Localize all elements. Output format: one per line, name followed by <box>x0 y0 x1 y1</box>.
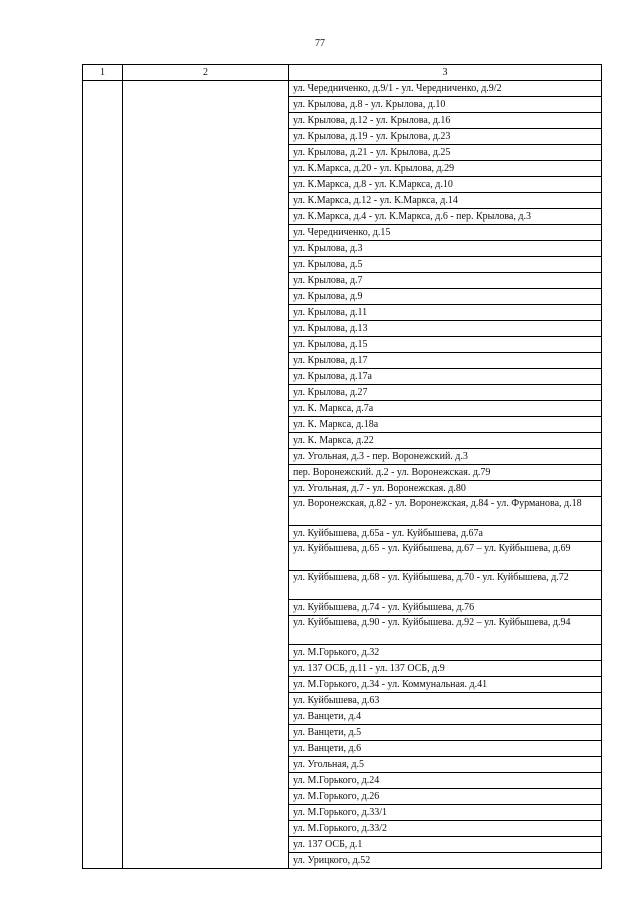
address-cell: ул. Куйбышева, д.63 <box>289 693 602 709</box>
address-cell: ул. Крылова, д.11 <box>289 305 602 321</box>
table-row <box>83 81 602 97</box>
address-cell: ул. Куйбышева, д.90 - ул. Куйбышева. д.92 – ул. Куйбышева, д.94 <box>289 616 602 645</box>
address-cell: ул. Воронежская, д.82 - ул. Воронежская, д.84 - ул. Фурманова, д.18 <box>289 497 602 526</box>
address-table <box>82 64 602 869</box>
address-cell: ул. К. Маркса, д.18а <box>289 417 602 433</box>
address-cell: ул. Крылова, д.17а <box>289 369 602 385</box>
address-cell: ул. Крылова, д.17 <box>289 353 602 369</box>
address-cell: ул. М.Горького, д.32 <box>289 645 602 661</box>
address-cell: ул. Крылова, д.7 <box>289 273 602 289</box>
address-cell: ул. Угольная, д.7 - ул. Воронежская. д.80 <box>289 481 602 497</box>
address-cell: ул. 137 ОСБ, д.1 <box>289 837 602 853</box>
address-cell: ул. Угольная, д.3 - пер. Воронежский. д.3 <box>289 449 602 465</box>
address-cell: ул. М.Горького, д.33/2 <box>289 821 602 837</box>
column-2-cell <box>123 81 289 869</box>
address-cell: ул. Крылова, д.9 <box>289 289 602 305</box>
address-cell: ул. Чередниченко, д.15 <box>289 225 602 241</box>
address-cell: ул. Крылова, д.3 <box>289 241 602 257</box>
address-cell: ул. М.Горького, д.26 <box>289 789 602 805</box>
address-cell: ул. Куйбышева, д.68 - ул. Куйбышева, д.70 - ул. Куйбышева, д.72 <box>289 571 602 600</box>
address-cell: ул. К.Маркса, д.4 - ул. К.Маркса, д.6 - пер. Крылова, д.3 <box>289 209 602 225</box>
address-cell: ул. Крылова, д.12 - ул. Крылова, д.16 <box>289 113 602 129</box>
address-cell: ул. М.Горького, д.24 <box>289 773 602 789</box>
address-cell: ул. Куйбышева, д.65 - ул. Куйбышева, д.67 – ул. Куйбышева, д.69 <box>289 542 602 571</box>
address-cell: ул. Крылова, д.8 - ул. Крылова, д.10 <box>289 97 602 113</box>
address-cell: ул. Крылова, д.15 <box>289 337 602 353</box>
address-cell: ул. К.Маркса, д.12 - ул. К.Маркса, д.14 <box>289 193 602 209</box>
column-header-3: 3 <box>289 65 602 81</box>
address-cell: ул. Крылова, д.13 <box>289 321 602 337</box>
address-cell: ул. Ванцети, д.4 <box>289 709 602 725</box>
address-cell: ул. К.Маркса, д.8 - ул. К.Маркса, д.10 <box>289 177 602 193</box>
address-cell: ул. Ванцети, д.6 <box>289 741 602 757</box>
address-cell: ул. М.Горького, д.33/1 <box>289 805 602 821</box>
address-cell: ул. Куйбышева, д.74 - ул. Куйбышева, д.76 <box>289 600 602 616</box>
page-number: 77 <box>315 38 325 49</box>
address-cell: ул. Крылова, д.5 <box>289 257 602 273</box>
address-cell: ул. 137 ОСБ, д.11 - ул. 137 ОСБ, д.9 <box>289 661 602 677</box>
address-cell: ул. Куйбышева, д.65а - ул. Куйбышева, д.67а <box>289 526 602 542</box>
table-header-row <box>83 65 602 81</box>
column-1-cell <box>83 81 123 869</box>
address-cell: ул. К.Маркса, д.20 - ул. Крылова, д.29 <box>289 161 602 177</box>
column-header-1: 1 <box>83 65 123 81</box>
address-cell: ул. К. Маркса, д.22 <box>289 433 602 449</box>
address-cell: ул. К. Маркса, д.7а <box>289 401 602 417</box>
address-cell: пер. Воронежский. д.2 - ул. Воронежская. д.79 <box>289 465 602 481</box>
address-cell: ул. Крылова, д.19 - ул. Крылова, д.23 <box>289 129 602 145</box>
address-cell: ул. Крылова, д.27 <box>289 385 602 401</box>
address-cell: ул. Чередниченко, д.9/1 - ул. Чередниченко, д.9/2 <box>289 81 602 97</box>
address-cell: ул. Урицкого, д.52 <box>289 853 602 869</box>
address-cell: ул. М.Горького, д.34 - ул. Коммунальная. д.41 <box>289 677 602 693</box>
column-header-2: 2 <box>123 65 289 81</box>
address-cell: ул. Крылова, д.21 - ул. Крылова, д.25 <box>289 145 602 161</box>
address-cell: ул. Угольная, д.5 <box>289 757 602 773</box>
address-cell: ул. Ванцети, д.5 <box>289 725 602 741</box>
